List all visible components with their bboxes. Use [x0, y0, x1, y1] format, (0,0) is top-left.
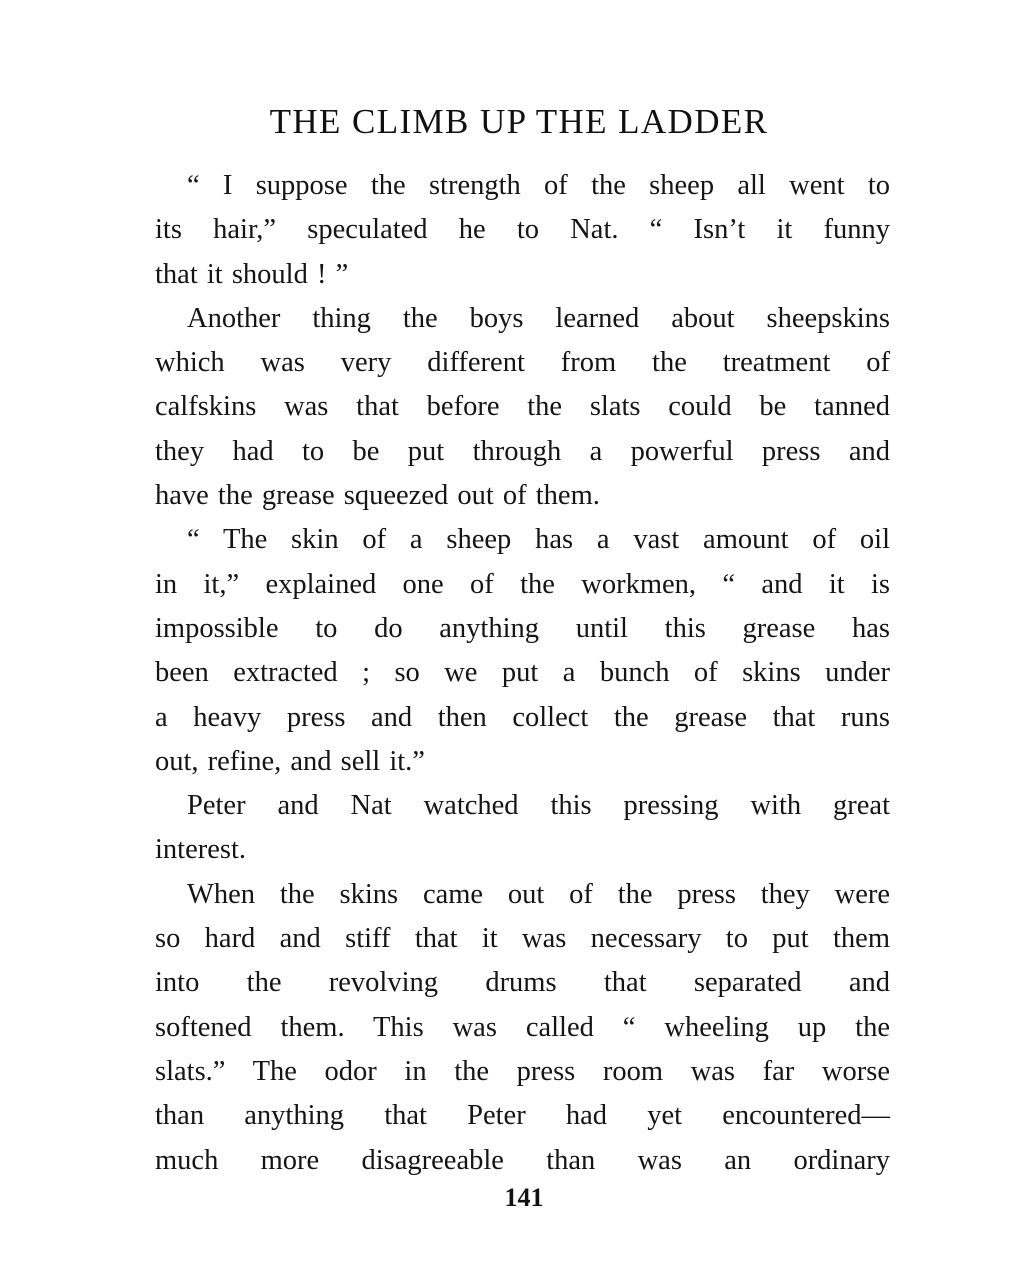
text-line: softened them. This was called “ wheeling up the [155, 1011, 890, 1043]
text-line: than anything that Peter had yet encountered— [155, 1100, 890, 1132]
text-line: which was very different from the treatment of [155, 347, 890, 379]
text-line: Another thing the boys learned about sheepskins [187, 302, 890, 334]
text-line: into the revolving drums that separated and [155, 967, 890, 999]
text-line: in it,” explained one of the workmen, “ and it is [155, 568, 890, 600]
paragraph [155, 873, 890, 1183]
text-line: “ The skin of a sheep has a vast amount of oil [187, 524, 890, 556]
text-line: out, refine, and sell it.” [155, 745, 425, 777]
text-line: so hard and stiff that it was necessary to put them [155, 923, 890, 955]
paragraph [155, 784, 890, 873]
text-line: Peter and Nat watched this pressing with great [187, 790, 890, 822]
text-line: impossible to do anything until this grease has [155, 612, 890, 644]
body-text [155, 164, 890, 1183]
text-line: When the skins came out of the press they were [187, 878, 890, 910]
text-line: interest. [155, 834, 247, 866]
running-head: THE CLIMB UP THE LADDER [269, 102, 769, 141]
text-line: its hair,” speculated he to Nat. “ Isn’t it funny [155, 214, 890, 246]
paragraph [155, 164, 890, 297]
text-line: been extracted ; so we put a bunch of skins under [155, 657, 890, 689]
text-line: calfskins was that before the slats could be tanned [155, 391, 890, 423]
text-line: that it should ! ” [155, 258, 349, 290]
paragraph [155, 297, 890, 518]
text-line: they had to be put through a powerful press and [155, 435, 890, 467]
text-line: slats.” The odor in the press room was far worse [155, 1055, 890, 1087]
text-line: have the grease squeezed out of them. [155, 480, 600, 512]
paragraph [155, 518, 890, 784]
text-line: “ I suppose the strength of the sheep all went to [187, 170, 890, 201]
text-line: a heavy press and then collect the grease that runs [155, 701, 890, 733]
text-line: much more disagreeable than was an ordinary [155, 1144, 890, 1176]
page-number: 141 [504, 1183, 544, 1212]
